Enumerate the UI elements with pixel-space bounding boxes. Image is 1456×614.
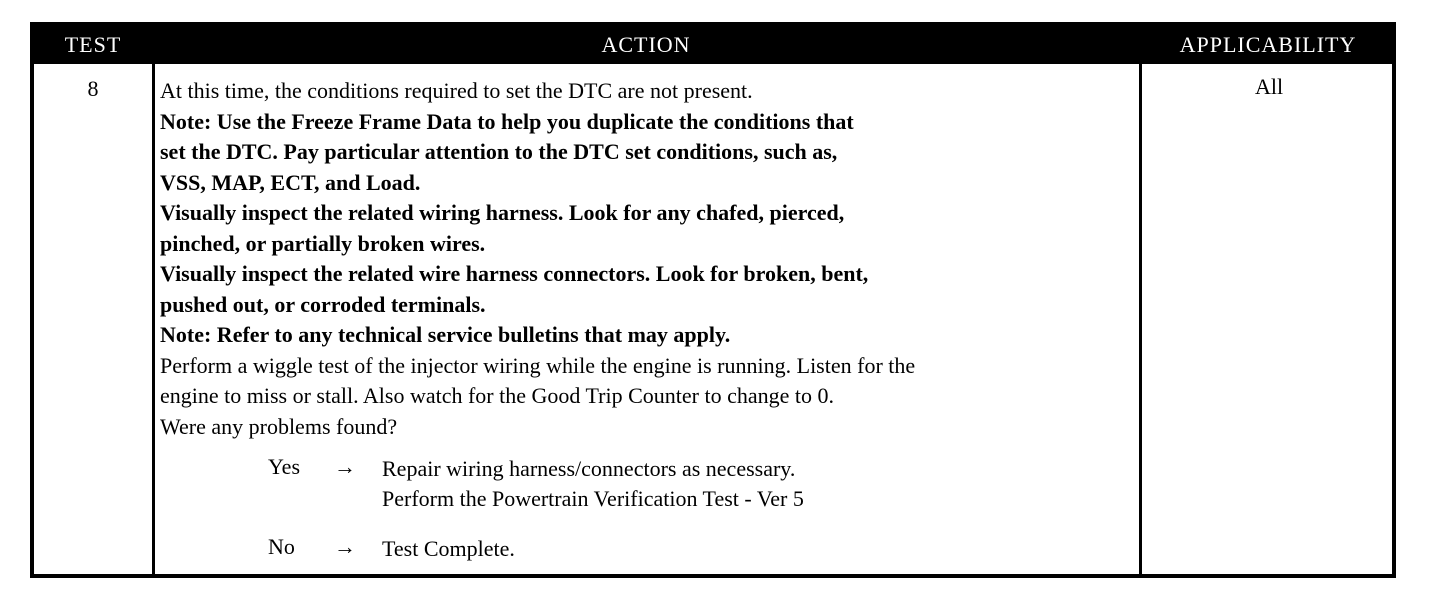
action-line: pushed out, or corroded terminals.	[160, 291, 486, 317]
no-result	[382, 534, 1122, 564]
action-line: Note: Use the Freeze Frame Data to help you duplicate the conditions that	[160, 108, 854, 134]
yes-result-line: Perform the Powertrain Verification Test - Ver 5	[382, 486, 804, 511]
action-line: pinched, or partially broken wires.	[160, 230, 486, 256]
action-line: Visually inspect the related wire harness connectors. Look for broken, bent,	[160, 261, 869, 286]
yes-result-line: Repair wiring harness/connectors as necessary.	[382, 456, 796, 481]
right-arrow-icon: →	[334, 534, 356, 559]
table-header-row	[34, 26, 1392, 64]
action-line: Visually inspect the related wiring harness. Look for any chafed, pierced,	[160, 200, 845, 225]
yes-label: Yes	[268, 454, 301, 479]
no-result-line: Test Complete.	[382, 536, 515, 561]
right-arrow-icon: →	[334, 454, 356, 479]
action-line: engine to miss or stall. Also watch for the Good Trip Counter to change to 0.	[160, 383, 834, 408]
action-line: Note: Refer to any technical service bulletins that may apply.	[160, 322, 731, 347]
action-line: set the DTC. Pay particular attention to the DTC set conditions, such as,	[160, 139, 838, 164]
action-line: At this time, the conditions required to set the DTC are not present.	[160, 78, 753, 103]
header-action: ACTION	[601, 32, 691, 57]
applicability-value: All	[1254, 74, 1284, 99]
action-line: VSS, MAP, ECT, and Load.	[160, 169, 421, 195]
header-test: TEST	[64, 32, 122, 57]
action-text	[160, 76, 1135, 442]
test-number: 8	[87, 76, 99, 101]
action-line: Were any problems found?	[160, 413, 398, 439]
action-line: Perform a wiggle test of the injector wiring while the engine is running. Listen for the	[160, 352, 916, 378]
diagnostic-table	[30, 22, 1396, 578]
yes-result	[382, 454, 1122, 514]
column-divider	[152, 64, 155, 574]
header-applicability: APPLICABILITY	[1179, 32, 1357, 57]
no-label: No	[268, 534, 295, 559]
column-divider	[1139, 64, 1142, 574]
